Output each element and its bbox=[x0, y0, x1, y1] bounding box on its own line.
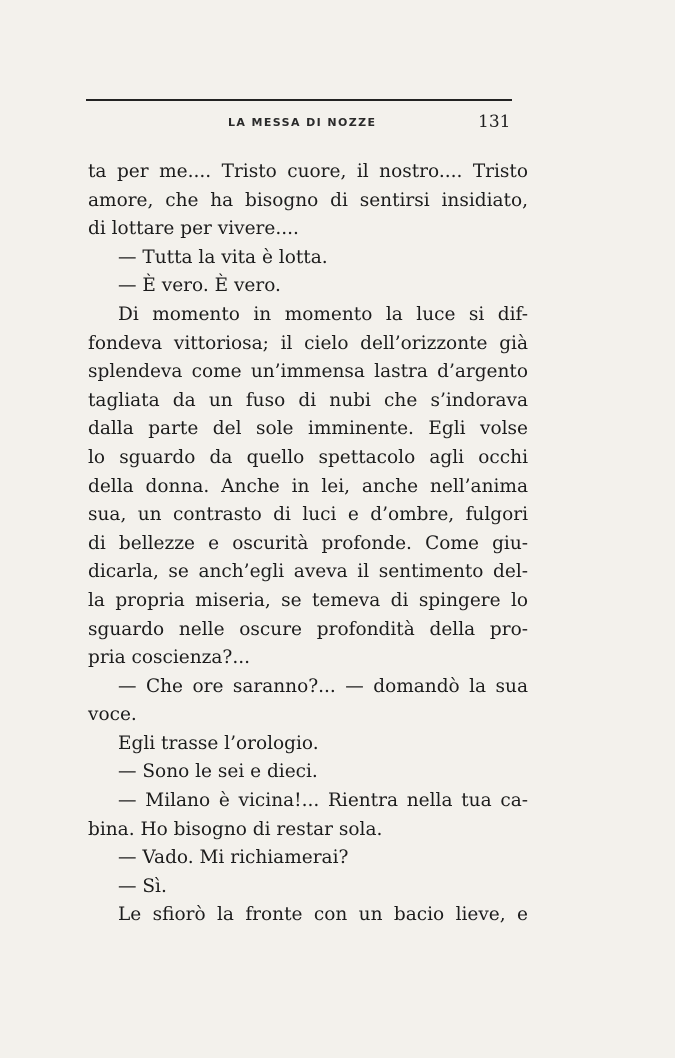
text-line: della donna. Anche in lei, anche nell’anima bbox=[88, 475, 528, 497]
text-line: di lottare per vivere.... bbox=[88, 218, 299, 240]
text-line: tagliata da un fuso di nubi che s’indorava bbox=[88, 389, 528, 411]
text-line: Di momento in momento la luce si dif- bbox=[118, 303, 528, 325]
text-line: dicarla, se anch’egli aveva il sentimento del- bbox=[88, 561, 528, 583]
text-line: ta per me.... Tristo cuore, il nostro.... Tristo bbox=[88, 161, 528, 182]
text-line: — Che ore saranno?... — domandò la sua bbox=[118, 675, 528, 697]
text-line: la propria miseria, se temeva di spingere lo bbox=[88, 589, 528, 611]
text-line: voce. bbox=[88, 704, 137, 726]
text-line: sua, un contrasto di luci e d’ombre, fulgori bbox=[88, 504, 528, 526]
header-rule bbox=[86, 99, 512, 101]
text-line: pria coscienza?... bbox=[88, 647, 250, 669]
text-line: sguardo nelle oscure profondità della pro- bbox=[88, 618, 528, 640]
body-text bbox=[88, 158, 528, 930]
text-line: — Sì. bbox=[118, 875, 167, 897]
text-line: — Tutta la vita è lotta. bbox=[118, 246, 328, 268]
text-line: Le sfiorò la fronte con un bacio lieve, e bbox=[118, 904, 528, 926]
text-line: Egli trasse l’orologio. bbox=[118, 732, 319, 754]
text-line: di bellezze e oscurità profonde. Come giu- bbox=[88, 532, 528, 554]
text-line: splendeva come un’immensa lastra d’argento bbox=[88, 361, 528, 383]
text-line: — Milano è vicina!... Rientra nella tua ca- bbox=[118, 790, 528, 812]
text-line: — Vado. Mi richiamerai? bbox=[118, 847, 349, 869]
text-line: dalla parte del sole imminente. Egli volse bbox=[88, 418, 528, 440]
page-number: 131 bbox=[478, 112, 511, 132]
text-line: bina. Ho bisogno di restar sola. bbox=[88, 818, 383, 840]
text-line: — Sono le sei e dieci. bbox=[118, 761, 318, 783]
running-title: LA MESSA DI NOZZE bbox=[228, 116, 377, 129]
text-line: — È vero. È vero. bbox=[118, 275, 281, 297]
text-line: fondeva vittoriosa; il cielo dell’orizzonte già bbox=[88, 332, 528, 354]
text-line: amore, che ha bisogno di sentirsi insidiato, bbox=[88, 189, 528, 211]
text-line: lo sguardo da quello spettacolo agli occhi bbox=[88, 446, 528, 468]
